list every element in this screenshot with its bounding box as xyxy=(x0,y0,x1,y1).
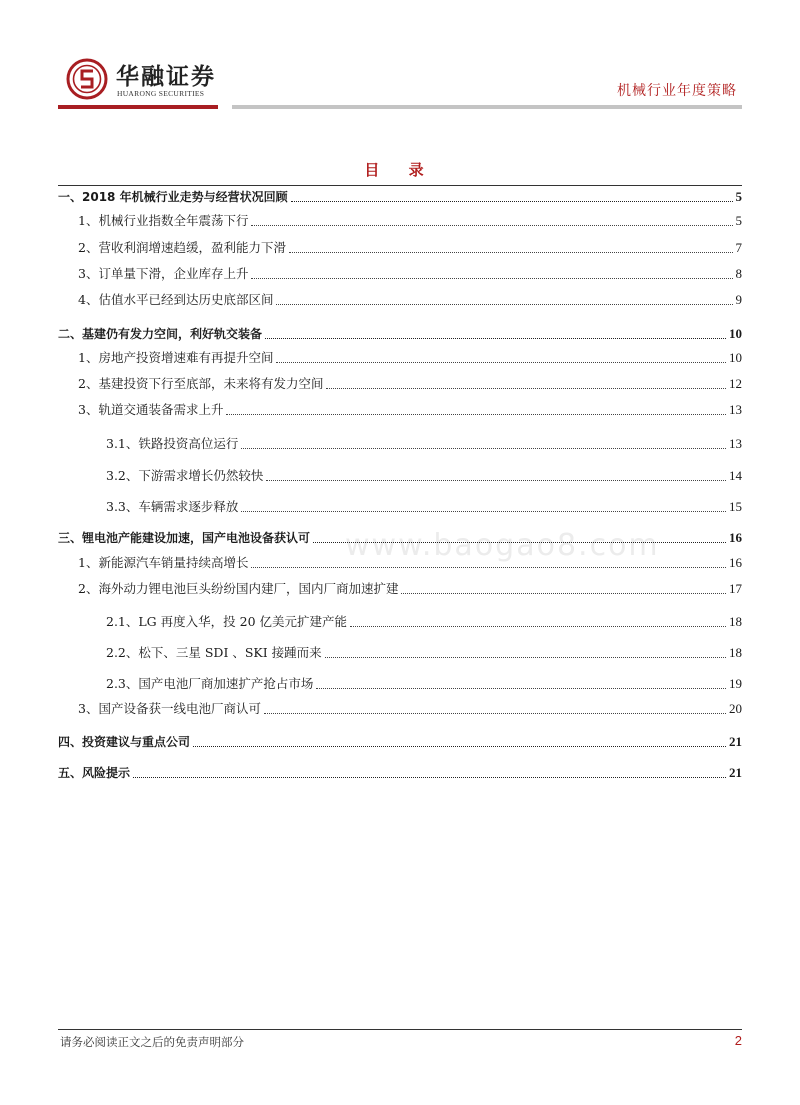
toc-entry[interactable] xyxy=(106,675,742,693)
toc-entry[interactable] xyxy=(78,239,742,257)
toc-leader xyxy=(313,542,726,543)
toc-entry-title: 3.2、下游需求增长仍然较快 xyxy=(106,468,264,483)
toc-entry-title: 2、营收利润增速趋缓，盈利能力下滑 xyxy=(78,240,286,255)
toc-entry-page: 17 xyxy=(729,581,742,596)
toc-entry-title: 四、投资建议与重点公司 xyxy=(58,735,191,749)
toc-entry-page: 7 xyxy=(735,240,742,255)
toc-leader xyxy=(251,278,732,279)
toc-leader xyxy=(291,201,733,202)
toc-entry[interactable] xyxy=(78,401,742,419)
toc-leader xyxy=(251,225,732,226)
toc-entry-page: 5 xyxy=(735,189,742,204)
toc-entry[interactable] xyxy=(78,212,742,230)
toc-leader xyxy=(241,448,726,449)
toc-entry-title: 3、订单量下滑，企业库存上升 xyxy=(78,266,249,281)
toc-leader xyxy=(241,511,726,512)
toc-entry-title: 3.1、铁路投资高位运行 xyxy=(106,436,239,451)
toc-entry-page: 18 xyxy=(729,614,742,629)
toc-entry-page: 18 xyxy=(729,645,742,660)
toc-entry-title: 3、轨道交通装备需求上升 xyxy=(78,402,224,417)
toc-entry-title: 1、新能源汽车销量持续高增长 xyxy=(78,555,249,570)
toc-entry-title: 3、国产设备获一线电池厂商认可 xyxy=(78,701,261,716)
toc-leader xyxy=(350,626,726,627)
toc-entry[interactable] xyxy=(78,291,742,309)
toc-entry[interactable] xyxy=(58,764,742,782)
toc-entry-title: 二、基建仍有发力空间，利好轨交装备 xyxy=(58,327,263,341)
toc-entry-title: 1、房地产投资增速难有再提升空间 xyxy=(78,350,274,365)
toc-entry[interactable] xyxy=(78,375,742,393)
toc-entry-page: 5 xyxy=(735,213,742,228)
toc-entry-title: 2、基建投资下行至底部，未来将有发力空间 xyxy=(78,376,324,391)
toc-leader xyxy=(193,746,726,747)
report-title: 机械行业年度策略 xyxy=(617,83,737,99)
toc-leader xyxy=(276,362,726,363)
toc-entry[interactable] xyxy=(58,188,742,206)
toc-entry-page: 21 xyxy=(729,734,742,749)
toc-list xyxy=(58,0,742,1105)
toc-entry-page: 13 xyxy=(729,436,742,451)
toc-entry-title: 4、估值水平已经到达历史底部区间 xyxy=(78,292,274,307)
toc-entry[interactable] xyxy=(106,498,742,516)
toc-entry-page: 14 xyxy=(729,468,742,483)
footer-rule xyxy=(58,1029,742,1030)
toc-entry-page: 21 xyxy=(729,765,742,780)
toc-entry[interactable] xyxy=(58,529,742,547)
toc-entry-page: 15 xyxy=(729,499,742,514)
toc-entry[interactable] xyxy=(106,467,742,485)
logo-chinese-name: 华融证券 xyxy=(116,64,216,90)
toc-entry-title: 2.3、国产电池厂商加速扩产抢占市场 xyxy=(106,676,314,691)
toc-entry-page: 10 xyxy=(729,326,742,341)
toc-leader xyxy=(326,388,726,389)
toc-leader xyxy=(401,593,726,594)
toc-leader xyxy=(133,777,726,778)
toc-entry-page: 8 xyxy=(735,266,742,281)
toc-entry[interactable] xyxy=(78,554,742,572)
logo-english-name: HUARONG SECURITIES xyxy=(117,89,205,98)
page-number: 2 xyxy=(734,1033,742,1048)
toc-entry-page: 13 xyxy=(729,402,742,417)
toc-entry-title: 2.2、松下、三星 SDI 、SKI 接踵而来 xyxy=(106,645,322,660)
toc-entry[interactable] xyxy=(78,580,742,598)
toc-entry-page: 10 xyxy=(729,350,742,365)
toc-entry-title: 五、风险提示 xyxy=(58,766,131,780)
toc-entry[interactable] xyxy=(78,265,742,283)
toc-entry-title: 三、锂电池产能建设加速，国产电池设备获认可 xyxy=(58,531,311,545)
toc-entry-page: 9 xyxy=(735,292,742,307)
toc-entry[interactable] xyxy=(106,435,742,453)
toc-leader xyxy=(276,304,732,305)
toc-leader xyxy=(251,567,726,568)
toc-leader xyxy=(316,688,726,689)
toc-leader xyxy=(264,713,726,714)
toc-leader xyxy=(226,414,726,415)
toc-entry[interactable] xyxy=(78,349,742,367)
toc-entry-title: 2、海外动力锂电池巨头纷纷国内建厂，国内厂商加速扩建 xyxy=(78,581,399,596)
toc-entry[interactable] xyxy=(78,700,742,718)
toc-entry-title: 2.1、LG 再度入华，投 20 亿美元扩建产能 xyxy=(106,614,347,629)
toc-leader xyxy=(289,252,733,253)
toc-leader xyxy=(325,657,726,658)
toc-entry-title: 一、2018 年机械行业走势与经营状况回顾 xyxy=(58,190,288,204)
toc-leader xyxy=(265,338,726,339)
toc-entry[interactable] xyxy=(58,733,742,751)
toc-entry[interactable] xyxy=(58,325,742,343)
watermark: www.baogao8.com xyxy=(345,528,660,563)
footer-disclaimer: 请务必阅读正文之后的免责声明部分 xyxy=(60,1035,244,1049)
toc-heading: 目 录 xyxy=(364,161,436,179)
toc-entry-title: 3.3、车辆需求逐步释放 xyxy=(106,499,239,514)
toc-entry[interactable] xyxy=(106,613,742,631)
toc-entry[interactable] xyxy=(106,644,742,662)
toc-entry-page: 12 xyxy=(729,376,742,391)
toc-entry-page: 19 xyxy=(729,676,742,691)
toc-entry-page: 16 xyxy=(729,530,742,545)
toc-entry-page: 16 xyxy=(729,555,742,570)
toc-leader xyxy=(266,480,726,481)
toc-entry-page: 20 xyxy=(729,701,742,716)
toc-entry-title: 1、机械行业指数全年震荡下行 xyxy=(78,213,249,228)
